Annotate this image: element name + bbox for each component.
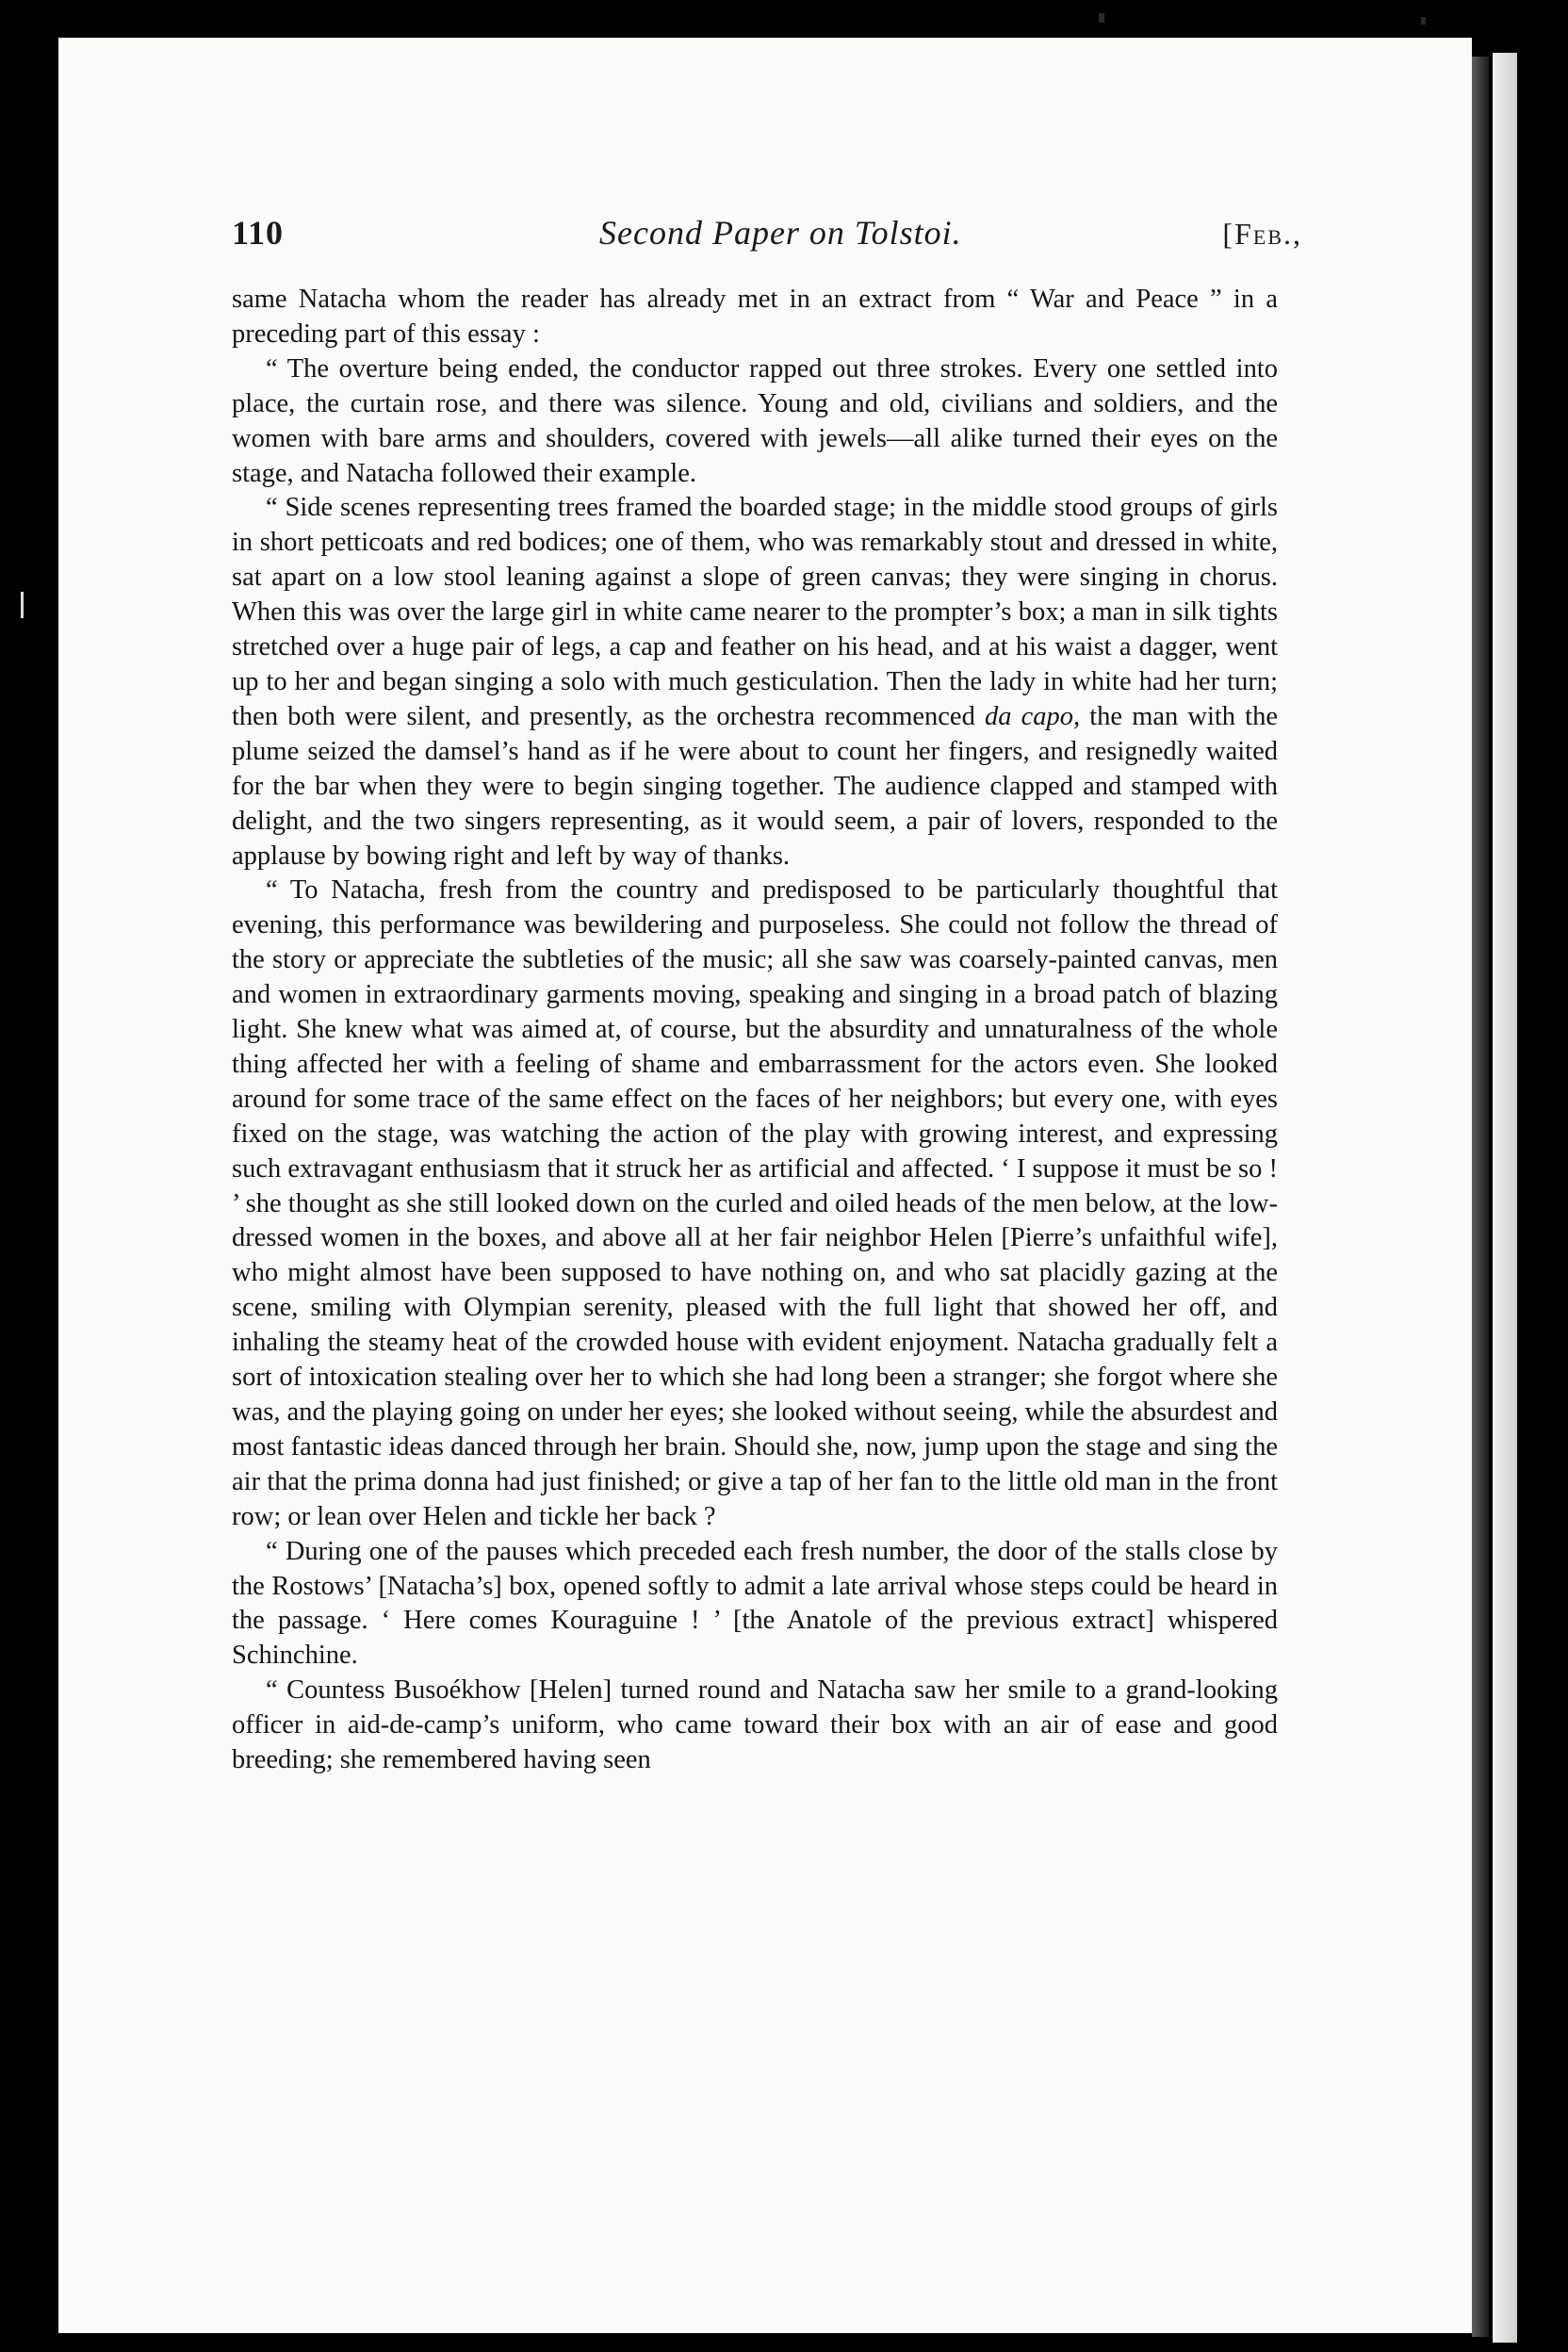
scan-speck (1421, 17, 1426, 24)
paragraph (232, 1674, 1278, 1778)
scan-speck (21, 592, 24, 618)
text-run: “ Countess Busoékhow [Helen] turned round and Natacha saw her smile to a grand-looking officer in aid-de-camp’s uniform, who came toward their box with an air of ease and good breeding; she remembered having seen (232, 1675, 1278, 1775)
text-run: same Natacha whom the reader has already met in an extract from “ War and Peace ” in a preceding part of this essay : (232, 285, 1278, 349)
page-edge (1493, 53, 1517, 2343)
running-title: Second Paper on Tolstoi. (599, 214, 962, 252)
text-run: , the man with the plume seized the damsel’s hand as if he were about to count her fingers, and resignedly waited for the bar when they were to begin singing together. The audience clapped and stamped with delight, and the two singers representing, as it would seem, a pair of lovers, responded to the applause by bowing right and left by way of thanks. (232, 701, 1279, 871)
scan-speck (1099, 13, 1104, 23)
paragraph (232, 491, 1278, 874)
paragraph (232, 283, 1278, 352)
body-text (232, 283, 1278, 1778)
page-header (232, 213, 1302, 266)
italic-text: da capo (984, 701, 1073, 731)
text-run: “ To Natacha, fresh from the country and predisposed to be particularly thoughtful that evening, this performance was bewildering and purposeless. She could not follow the thread of the story or appreciate the subtleties of the music; all she saw was coarsely-painted canvas, men and women in extraordinary garments moving, speaking and singing in a broad patch of blazing light. She knew what was aimed at, of course, but the absurdity and unnaturalness of the whole thing affected her with a feeling of shame and embarrassment for the actors even. She looked around for some trace of the same effect on the faces of her neighbors; but every one, with eyes fixed on the stage, was watching the action of the play with growing interest, and expressing such extravagant enthusiasm that it struck her as artificial and affected. ‘ I suppose it must be so ! ’ she thought as she still looked down on the curled and oiled heads of the men below, at the low-dressed women in the boxes, and above all at her fair neighbor Helen [Pierre’s unfaithful wife], who might almost have been supposed to have nothing on, and who sat placidly gazing at the scene, smiling with Olympian serenity, pleased with the full light that showed her off, and inhaling the steamy heat of the crowded house with evident enjoyment. Natacha gradually felt a sort of intoxication stealing over her to which she had long been a stranger; she forgot where she was, and the playing going on under her eyes; she looked without seeing, while the absurdest and most fantastic ideas danced through her brain. Should she, now, jump upon the stage and sing the air that the prima donna had just finished; or give a tap of her fan to the little old man in the front row; or lean over Helen and tickle her back ? (232, 875, 1278, 1531)
page-gutter-shadow (1472, 57, 1489, 2337)
text-run: “ The overture being ended, the conductor rapped out three strokes. Every one settled into place, the curtain rose, and there was silence. Young and old, civilians and soldiers, and the women with bare arms and shoulders, covered with jewels—all alike turned their eyes on the stage, and Natacha followed their example. (232, 353, 1278, 488)
paragraph (232, 874, 1278, 1534)
header-month: [Feb., (1222, 217, 1302, 251)
paragraph (232, 1535, 1278, 1674)
text-run: “ During one of the pauses which preceded each fresh number, the door of the stalls close by the Rostows’ [Natacha’s] box, opened softly to admit a late arrival whose steps could be heard in the passage. ‘ Here comes Kouraguine ! ’ [the Anatole of the previous extract] whispered Schinchine. (232, 1536, 1278, 1671)
text-run: “ Side scenes representing trees framed the boarded stage; in the middle stood groups of girls in short petticoats and red bodices; one of them, who was remarkably stout and dressed in white, sat apart on a low stool leaning against a slope of green canvas; they were singing in chorus. When this was over the large girl in white came nearer to the prompter’s box; a man in silk tights stretched over a huge pair of legs, a cap and feather on his head, and at his waist a dagger, went up to her and began singing a solo with much gesticulation. Then the lady in white had her turn; then both were silent, and presently, as the orchestra recommenced (232, 493, 1278, 731)
page-number: 110 (232, 214, 285, 252)
paragraph (232, 352, 1278, 492)
